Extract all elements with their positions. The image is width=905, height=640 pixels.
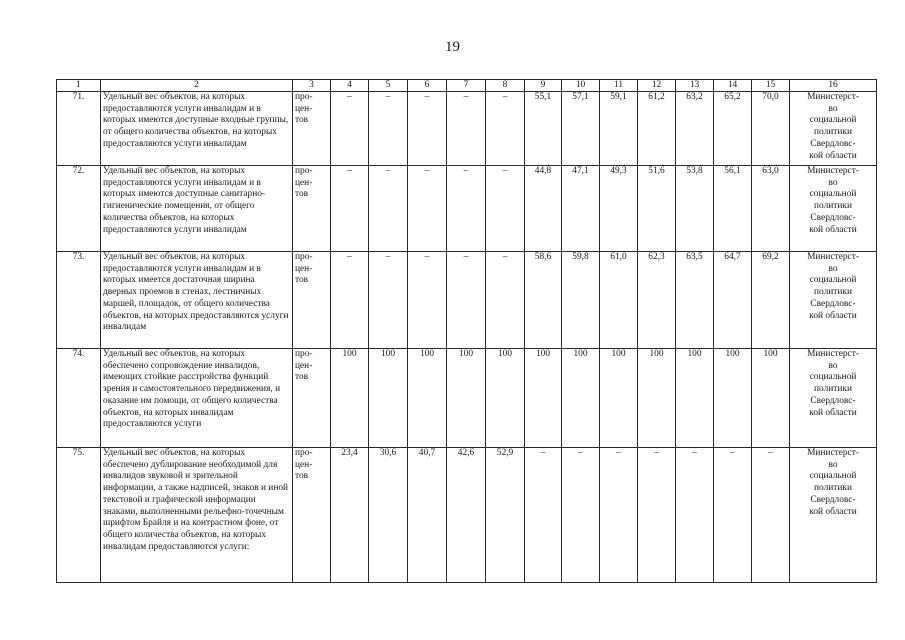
column-header: 14: [714, 80, 752, 92]
value-cell: 56,1: [714, 166, 752, 252]
column-header: 4: [331, 80, 369, 92]
value-cell: –: [331, 252, 369, 349]
value-cell: 23,4: [331, 448, 369, 583]
table-row: [57, 349, 877, 448]
indicator-description-cell: Удельный вес объектов, на которых предоставляются услуги инвалидам и в которых имеются доступные санитарно-гигиенические помещения, от общего количества объектов, на которых предоставляются услуги инвалидам: [101, 166, 293, 252]
column-header: 11: [600, 80, 638, 92]
value-cell: 61,2: [638, 92, 676, 166]
value-cell: 100: [525, 349, 562, 448]
indicator-description-cell: Удельный вес объектов, на которых обеспечено сопровождение инвалидов, имеющих стойкие расстройства функций зрения и самостоятельного передвижения, и оказание им помощи, от общего количества объектов, на которых инвалидам предоставляются услуги: [101, 349, 293, 448]
value-cell: 100: [676, 349, 714, 448]
value-cell: 49,3: [600, 166, 638, 252]
value-cell: 63,2: [676, 92, 714, 166]
unit-cell: про- цен- тов: [293, 92, 331, 166]
value-cell: –: [447, 92, 486, 166]
value-cell: 100: [369, 349, 408, 448]
value-cell: –: [676, 448, 714, 583]
row-number-cell: 72.: [57, 166, 101, 252]
row-number-cell: 73.: [57, 252, 101, 349]
column-header: 8: [486, 80, 525, 92]
value-cell: 59,1: [600, 92, 638, 166]
value-cell: –: [752, 448, 790, 583]
indicators-table: [56, 79, 877, 583]
value-cell: 58,6: [525, 252, 562, 349]
responsible-cell: Министерст- во социальной политики Свердловс- кой области: [790, 252, 877, 349]
value-cell: 100: [752, 349, 790, 448]
value-cell: –: [600, 448, 638, 583]
value-cell: –: [369, 166, 408, 252]
value-cell: 100: [638, 349, 676, 448]
value-cell: –: [408, 92, 447, 166]
value-cell: –: [369, 92, 408, 166]
indicator-description-cell: Удельный вес объектов, на которых обеспечено дублирование необходимой для инвалидов звуковой и зрительной информации, а также надписей, знаков и иной текстовой и графической информации знаками, выполненными рельефно-точечным шрифтом Брайля и на контрастном фоне, от общего количества объектов, на которых инвалидам предоставляются услуги:: [101, 448, 293, 583]
value-cell: 100: [447, 349, 486, 448]
value-cell: –: [486, 92, 525, 166]
value-cell: 47,1: [562, 166, 600, 252]
table-row: [57, 166, 877, 252]
value-cell: 69,2: [752, 252, 790, 349]
value-cell: 51,6: [638, 166, 676, 252]
column-header: 2: [101, 80, 293, 92]
value-cell: 53,8: [676, 166, 714, 252]
column-header: 5: [369, 80, 408, 92]
value-cell: –: [408, 166, 447, 252]
value-cell: 44,8: [525, 166, 562, 252]
header-row: [57, 80, 877, 92]
value-cell: 100: [408, 349, 447, 448]
unit-cell: про- цен- тов: [293, 448, 331, 583]
value-cell: 62,3: [638, 252, 676, 349]
value-cell: 63,0: [752, 166, 790, 252]
column-header: 16: [790, 80, 877, 92]
column-header: 12: [638, 80, 676, 92]
unit-cell: про- цен- тов: [293, 252, 331, 349]
value-cell: 100: [714, 349, 752, 448]
value-cell: 63,5: [676, 252, 714, 349]
table-row: [57, 92, 877, 166]
row-number-cell: 75.: [57, 448, 101, 583]
value-cell: 100: [600, 349, 638, 448]
row-number-cell: 74.: [57, 349, 101, 448]
value-cell: –: [331, 92, 369, 166]
value-cell: –: [562, 448, 600, 583]
table-row: [57, 252, 877, 349]
column-header: 13: [676, 80, 714, 92]
indicator-description-cell: Удельный вес объектов, на которых предоставляются услуги инвалидам и в которых имеется достаточная ширина дверных проемов в стенах, лестничных маршей, площадок, от общего количества объектов, на которых предоставляются услуги инвалидам: [101, 252, 293, 349]
value-cell: –: [447, 252, 486, 349]
value-cell: –: [408, 252, 447, 349]
column-header: 7: [447, 80, 486, 92]
unit-cell: про- цен- тов: [293, 166, 331, 252]
responsible-cell: Министерст- во социальной политики Свердловс- кой области: [790, 448, 877, 583]
value-cell: 40,7: [408, 448, 447, 583]
unit-cell: про- цен- тов: [293, 349, 331, 448]
value-cell: 57,1: [562, 92, 600, 166]
value-cell: 70,0: [752, 92, 790, 166]
indicator-description-cell: Удельный вес объектов, на которых предоставляются услуги инвалидам и в которых имеются доступные входные группы, от общего количества объектов, на которых предоставляются услуги инвалидам: [101, 92, 293, 166]
column-header: 6: [408, 80, 447, 92]
responsible-cell: Министерст- во социальной политики Свердловс- кой области: [790, 349, 877, 448]
value-cell: 100: [562, 349, 600, 448]
table-row: [57, 448, 877, 583]
value-cell: 55,1: [525, 92, 562, 166]
column-header: 1: [57, 80, 101, 92]
row-number-cell: 71.: [57, 92, 101, 166]
value-cell: –: [486, 166, 525, 252]
value-cell: 30,6: [369, 448, 408, 583]
value-cell: 100: [486, 349, 525, 448]
column-header: 15: [752, 80, 790, 92]
value-cell: 100: [331, 349, 369, 448]
page-number: 19: [445, 39, 460, 55]
value-cell: 42,6: [447, 448, 486, 583]
value-cell: 59,8: [562, 252, 600, 349]
responsible-cell: Министерст- во социальной политики Свердловс- кой области: [790, 92, 877, 166]
responsible-cell: Министерст- во социальной политики Свердловс- кой области: [790, 166, 877, 252]
value-cell: –: [714, 448, 752, 583]
column-header: 3: [293, 80, 331, 92]
value-cell: 52,9: [486, 448, 525, 583]
value-cell: 65,2: [714, 92, 752, 166]
value-cell: –: [447, 166, 486, 252]
value-cell: –: [638, 448, 676, 583]
value-cell: 61,0: [600, 252, 638, 349]
column-header: 9: [525, 80, 562, 92]
column-header: 10: [562, 80, 600, 92]
value-cell: –: [369, 252, 408, 349]
value-cell: 64,7: [714, 252, 752, 349]
value-cell: –: [331, 166, 369, 252]
value-cell: –: [525, 448, 562, 583]
value-cell: –: [486, 252, 525, 349]
